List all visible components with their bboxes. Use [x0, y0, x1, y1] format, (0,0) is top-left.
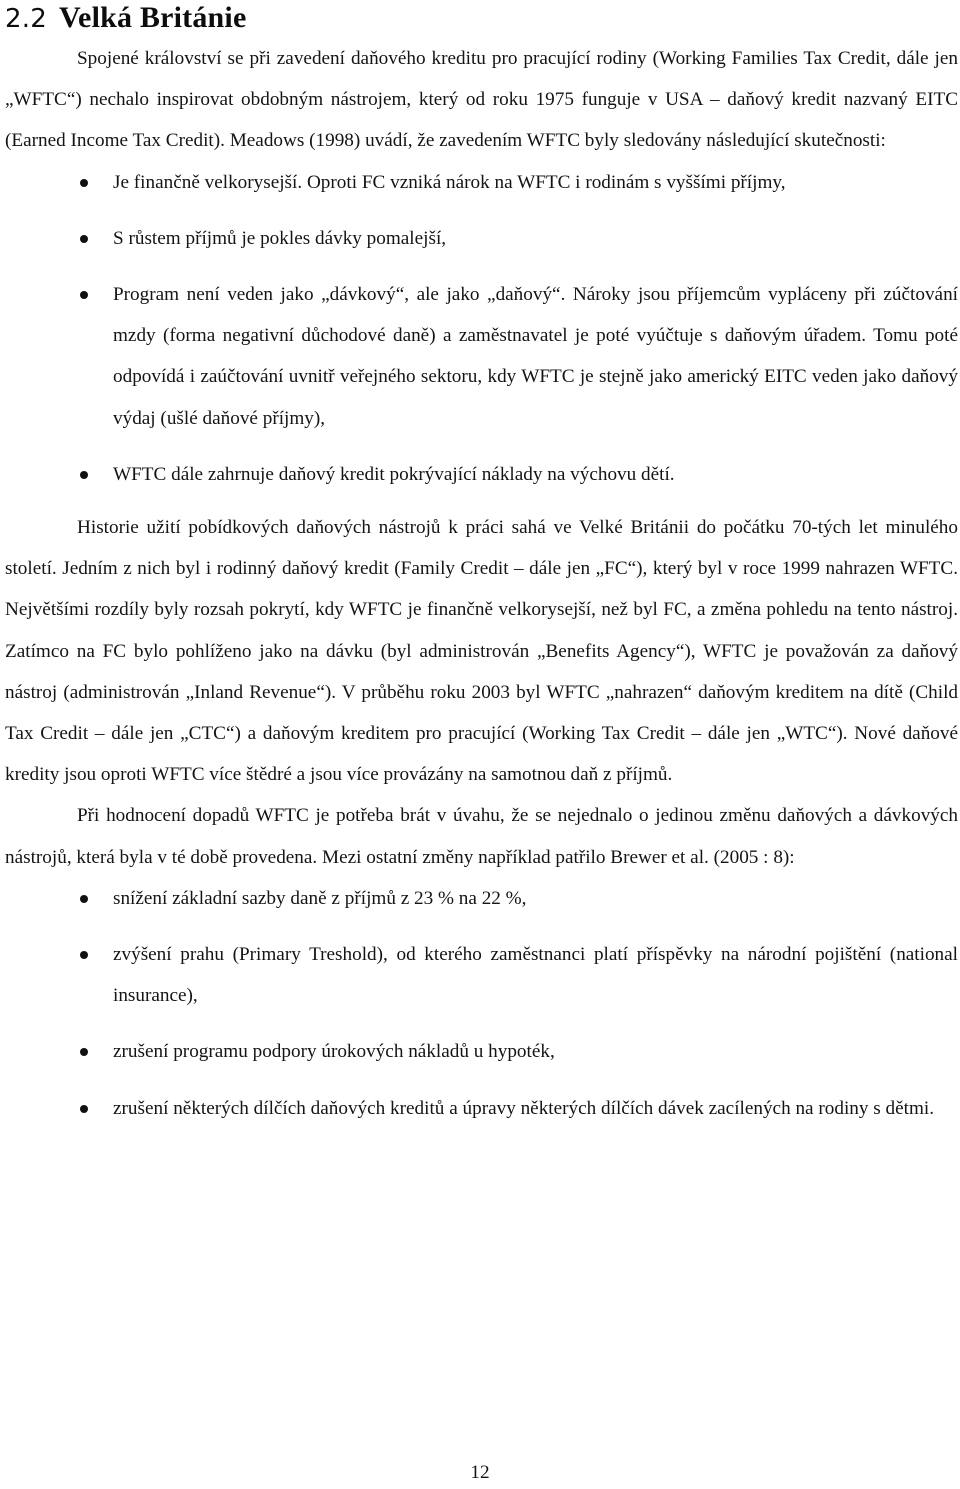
- list-item-text: S růstem příjmů je pokles dávky pomalejší,: [113, 227, 447, 249]
- section-heading: [5, 0, 958, 38]
- list-item: [5, 454, 958, 495]
- bullet-icon: [80, 235, 88, 243]
- list-item: [5, 218, 958, 259]
- section-title: Velká Británie: [58, 1, 247, 34]
- wftc-features-list: [5, 162, 958, 495]
- list-item: [5, 274, 958, 439]
- bullet-icon: [80, 291, 88, 299]
- list-item-text: Je finančně velkorysejší. Oproti FC vzniká nárok na WFTC i rodinám s vyššími příjmy,: [113, 171, 786, 193]
- evaluation-paragraph: Při hodnocení dopadů WFTC je potřeba brát v úvahu, že se nejednalo o jedinou změnu daňových a dávkových nástrojů, která byla v té době provedena. Mezi ostatní změny například patřilo Brewer et al. (2005 : 8):: [5, 805, 958, 868]
- history-paragraph: Historie užití pobídkových daňových nástrojů k práci sahá ve Velké Británii do počátku 70-tých let minulého století. Jedním z nich byl i rodinný daňový kredit (Family Credit – dále jen „FC“), který byl v roce 1999 nahrazen WFTC. Největšími rozdíly byly rozsah pokrytí, kdy WFTC je finančně velkorysejší, než byl FC, a změna pohledu na tento nástroj. Zatímco na FC bylo pohlíženo jako na dávku (byl administrován „Benefits Agency“), WFTC je považován za daňový nástroj (administrován „Inland Revenue“). V průběhu roku 2003 byl WFTC „nahrazen“ daňovým kreditem na dítě (Child Tax Credit – dále jen „CTC“) a daňovým kreditem pro pracující (Working Tax Credit – dále jen „WTC“). Nové daňové kredity jsou oproti WFTC více štědré a jsou více provázány na samotnou daň z příjmů.: [5, 517, 958, 786]
- list-item-text: snížení základní sazby daně z příjmů z 23 % na 22 %,: [113, 887, 527, 909]
- list-item-text: zvýšení prahu (Primary Treshold), od kterého zaměstnanci platí příspěvky na národní pojištění (national insurance),: [113, 944, 958, 1007]
- bullet-icon: [80, 951, 88, 959]
- list-item: [5, 162, 958, 203]
- list-item: [5, 878, 958, 919]
- list-item-text: WFTC dále zahrnuje daňový kredit pokrývající náklady na výchovu dětí.: [113, 463, 675, 485]
- bullet-icon: [80, 471, 88, 479]
- bullet-icon: [80, 895, 88, 903]
- list-item: [5, 1031, 958, 1072]
- section-number: 2.2: [5, 4, 47, 34]
- bullet-icon: [80, 1048, 88, 1056]
- list-item-text: zrušení programu podpory úrokových nákladů u hypoték,: [113, 1041, 555, 1063]
- page-number: 12: [470, 1462, 490, 1483]
- list-item-text: zrušení některých dílčích daňových kreditů a úpravy některých dílčích dávek zacílených na rodiny s dětmi.: [113, 1097, 935, 1119]
- bullet-icon: [80, 179, 88, 187]
- list-item: [5, 1088, 958, 1129]
- list-item-text: Program není veden jako „dávkový“, ale jako „daňový“. Nároky jsou příjemcům vypláceny při zúčtování mzdy (forma negativní důchodové daně) a zaměstnavatel je poté vyúčtuje s daňovým úřadem. Tomu poté odpovídá i zaúčtování uvnitř veřejného sektoru, kdy WFTC je stejně jako americký EITC veden jako daňový výdaj (ušlé daňové příjmy),: [113, 284, 958, 429]
- other-changes-list: [5, 878, 958, 1129]
- bullet-icon: [80, 1105, 88, 1113]
- intro-paragraph: Spojené království se při zavedení daňového kreditu pro pracující rodiny (Working Families Tax Credit, dále jen „WFTC“) nechalo inspirovat obdobným nástrojem, který od roku 1975 funguje v USA – daňový kredit nazvaný EITC (Earned Income Tax Credit). Meadows (1998) uvádí, že zavedením WFTC byly sledovány následující skutečnosti:: [5, 48, 958, 152]
- list-item: [5, 934, 958, 1016]
